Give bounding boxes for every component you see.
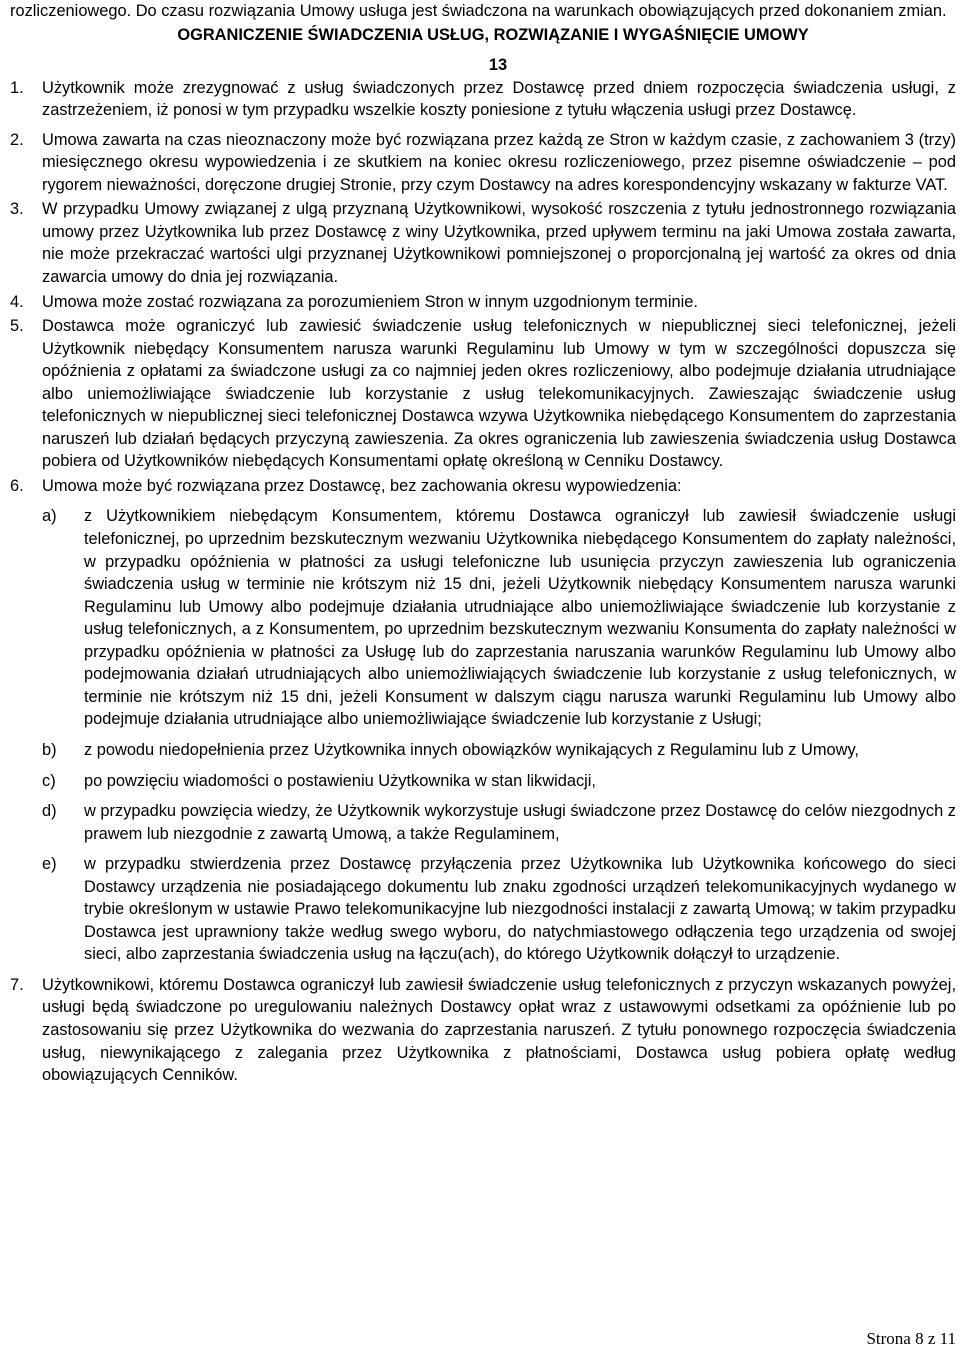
sub-item-text: z powodu niedopełnienia przez Użytkownika innych obowiązków wynikających z Regulaminu lub z Umowy, [84, 740, 859, 759]
item-number: 5. [10, 317, 24, 336]
item-number: 1. [10, 78, 24, 97]
sub-item [0, 800, 956, 845]
item-number: 3. [10, 200, 24, 219]
section-number: 13 [488, 56, 508, 75]
list-item [0, 198, 956, 288]
item-text: Użytkownik może zrezygnować z usług świadczonych przez Dostawcę przed dniem rozpoczęcia świadczenia usługi, z zastrzeżeniem, iż ponosi w tym przypadku wszelkie koszty poniesione z tytułu włączenia usługi przez Dostawcę. [42, 78, 956, 120]
sub-item-letter: a) [42, 507, 57, 526]
list-item [0, 475, 956, 498]
item-text: W przypadku Umowy związanej z ulgą przyznaną Użytkownikowi, wysokość roszczenia z tytułu jednostronnego rozwiązania umowy przez Użytkownika lub przez Dostawcę z winy Użytkownika, przed upływem terminu na jaki Umowa została zawarta, nie może przekraczać wartości ulgi przyznanej Użytkownikowi pomniejszonej o proporcjonalną jej wartość za okres od dnia zawarcia umowy do dnia jej rozwiązania. [42, 200, 956, 287]
list-item [0, 315, 956, 473]
item-text: Umowa może być rozwiązana przez Dostawcę, bez zachowania okresu wypowiedzenia: [42, 476, 682, 495]
intro-paragraph: rozliczeniowego. Do czasu rozwiązania Umowy usługa jest świadczona na warunkach obowiązujących przed dokonaniem zmian. [10, 2, 947, 20]
item-text: Dostawca może ograniczyć lub zawiesić świadczenie usług telefonicznych w niepublicznej sieci telefonicznej, jeżeli Użytkownik niebędący Konsumentem narusza warunki Regulaminu lub Umowy w tym w szczególności dopuszcza się opóźnienia z opłatami za świadczone usługi za co najmniej jeden okres rozliczeniowy, albo podejmuje działania utrudniające albo uniemożliwiające świadczenie lub korzystanie z usług telekomunikacyjnych. Zawieszając świadczenie usług telefonicznych w niepublicznej sieci telefonicznej Dostawca wzywa Użytkownika niebędącego Konsumentem do zaprzestania naruszeń lub działań będących przyczyną zawieszenia. Za okres ograniczenia lub zawieszenia świadczenia usług Dostawca pobiera od Użytkowników niebędących Konsumentami opłatę określoną w Cenniku Dostawcy. [42, 317, 956, 471]
sub-item-letter: e) [42, 855, 57, 874]
list-item [0, 129, 956, 197]
sub-item [0, 770, 956, 793]
item-number: 4. [10, 292, 24, 311]
item-number: 2. [10, 130, 24, 149]
list-item [0, 974, 956, 1087]
list-item [0, 291, 956, 314]
page-number-footer: Strona 8 z 11 [866, 1329, 956, 1348]
item-number: 6. [10, 476, 24, 495]
list-item [0, 77, 956, 122]
sub-item-letter: c) [42, 771, 56, 790]
item-text: Użytkownikowi, któremu Dostawca ograniczył lub zawiesił świadczenie usług telefonicznych z przyczyn wskazanych powyżej, usługi będą świadczone po uregulowaniu należnych Dostawcy opłat wraz z ustawowymi odsetkami za opóźnienie lub po zastosowaniu się przez Użytkownika do wezwania do zaprzestania naruszeń. Z tytułu ponownego rozpoczęcia świadczenia usług, niewynikającego z zalegania przez Użytkownika z płatnościami, Dostawca usług pobiera opłatę według obowiązujących Cenników. [42, 975, 956, 1085]
sub-item-letter: b) [42, 740, 57, 759]
section-heading: OGRANICZENIE ŚWIADCZENIA USŁUG, ROZWIĄZANIE I WYGAŚNIĘCIE UMOWY [177, 25, 809, 44]
item-text: Umowa może zostać rozwiązana za porozumieniem Stron w innym uzgodnionym terminie. [42, 292, 698, 311]
sub-item-letter: d) [42, 802, 57, 821]
item-number: 7. [10, 975, 24, 994]
sub-item [0, 853, 956, 966]
sub-item [0, 505, 956, 730]
sub-item-text: w przypadku powzięcia wiedzy, że Użytkownik wykorzystuje usługi świadczone przez Dostawcę do celów niezgodnych z prawem lub niezgodnie z zawartą Umową, a także Regulaminem, [84, 802, 956, 843]
item-text: Umowa zawarta na czas nieoznaczony może być rozwiązana przez każdą ze Stron w każdym czasie, z zachowaniem 3 (trzy) miesięcznego okresu wypowiedzenia i ze skutkiem na koniec okresu rozliczeniowego, przez pisemne oświadczenie – pod rygorem nieważności, doręczone drugiej Stronie, przy czym Dostawcy na adres korespondencyjny wskazany w fakturze VAT. [42, 130, 956, 194]
sub-item-text: z Użytkownikiem niebędącym Konsumentem, któremu Dostawca ograniczył lub zawiesił świadczenie usługi telefonicznej, po uprzednim bezskutecznym wezwaniu Użytkownika niebędącego Konsumentem do zapłaty należności, w przypadku opóźnienia w płatności za usługi telefoniczne lub usunięcia przyczyn zawieszenia lub ograniczenia świadczenia usług w terminie nie krótszym niż 15 dni, jeżeli Użytkownik niebędący Konsumentem narusza warunki Regulaminu lub Umowy albo podejmuje działania utrudniające albo uniemożliwiające świadczenie lub korzystanie z usług telefonicznych, a z Konsumentem, po uprzednim bezskutecznym wezwaniu Konsumenta do zapłaty należności w przypadku opóźnienia w płatności za Usługę lub do zaprzestania naruszania warunków Regulaminu lub Umowy albo podejmowania działań utrudniających albo uniemożliwiających świadczenie lub korzystanie z usług telefonicznych, w terminie nie krótszym niż 15 dni, jeżeli Konsument w dalszym ciągu narusza warunki Regulaminu lub Umowy albo podejmuje działania utrudniające albo uniemożliwiające świadczenie lub korzystanie z Usługi; [84, 507, 956, 729]
sub-item-text: po powzięciu wiadomości o postawieniu Użytkownika w stan likwidacji, [84, 771, 596, 790]
sub-item-text: w przypadku stwierdzenia przez Dostawcę przyłączenia przez Użytkownika lub Użytkownika końcowego do sieci Dostawcy urządzenia nie posiadającego dokumentu lub znaku zgodności urządzeń telekomunikacyjnych wydanego w trybie określonym w ustawie Prawo telekomunikacyjne lub niezgodności instalacji z zawartą Umową; w takim przypadku Dostawca jest uprawniony także według swego wyboru, do natychmiastowego odłączenia tego urządzenia od swojej sieci, albo zaprzestania świadczenia usług na łączu(ach), do którego Użytkownik dołączył to urządzenie. [84, 855, 956, 964]
sub-item [0, 739, 956, 762]
